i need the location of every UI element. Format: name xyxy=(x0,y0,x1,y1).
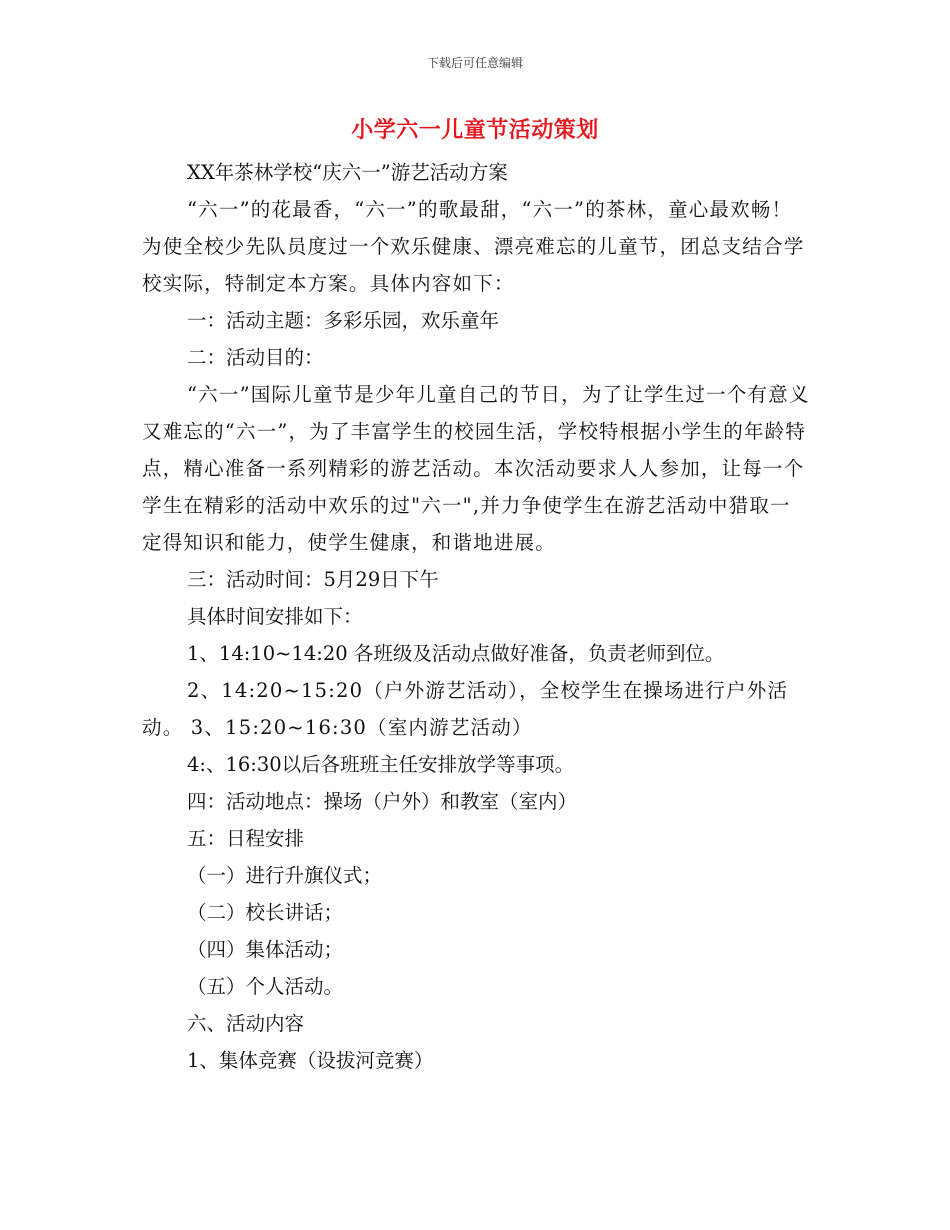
plan-heading: XX年茶林学校“庆六一”游艺活动方案 xyxy=(187,161,508,184)
section-theme: 一：活动主题：多彩乐园，欢乐童年 xyxy=(187,309,500,332)
document-title: 小学六一儿童节活动策划 xyxy=(351,118,599,143)
document-body xyxy=(142,154,810,1079)
header-note: 下载后可任意编辑 xyxy=(426,56,523,70)
intro-paragraph: “六一”的花最香，“六一”的歌最甜，“六一”的茶林，童心最欢畅！为使全校少先队员度过一个欢乐健康、漂亮难忘的儿童节，团总支结合学校实际，特制定本方案。具体内容如下： xyxy=(142,198,805,295)
section-time: 三：活动时间：5月29日下午 xyxy=(187,568,439,591)
schedule-item-2: 2、14:20~15:20（户外游艺活动），全校学生在操场进行户外活动。 3、15:20~16:30（室内游艺活动） xyxy=(142,679,789,739)
section-purpose-heading: 二：活动目的： xyxy=(187,346,324,369)
schedule-item-1: 1、14:10~14:20 各班级及活动点做好准备，负责老师到位。 xyxy=(187,642,725,665)
agenda-item-group: （四）集体活动； xyxy=(187,938,344,961)
agenda-item-individual: （五）个人活动。 xyxy=(187,975,344,998)
section-location: 四：活动地点：操场（户外）和教室（室内） xyxy=(187,790,578,813)
section-agenda-heading: 五：日程安排 xyxy=(187,827,305,850)
purpose-paragraph: “六一”国际儿童节是少年儿童自己的节日，为了让学生过一个有意义又难忘的“六一”，为了丰富学生的校园生活，学校特根据小学生的年龄特点，精心准备一系列精彩的游艺活动。本次活动要求人人参加，让每一个学生在精彩的活动中欢乐的过"六一",并力争使学生在游艺活动中猎取一定得知识和能力，使学生健康，和谐地进展。 xyxy=(142,383,810,554)
schedule-intro: 具体时间安排如下： xyxy=(187,605,363,628)
section-content-heading: 六、活动内容 xyxy=(187,1012,305,1035)
schedule-item-4: 4:、16:30以后各班班主任安排放学等事项。 xyxy=(187,753,575,776)
agenda-item-flag: （一）进行升旗仪式； xyxy=(187,864,383,887)
content-item-1: 1、集体竞赛（设拔河竞赛） xyxy=(187,1049,434,1072)
agenda-item-speech: （二）校长讲话； xyxy=(187,901,344,924)
